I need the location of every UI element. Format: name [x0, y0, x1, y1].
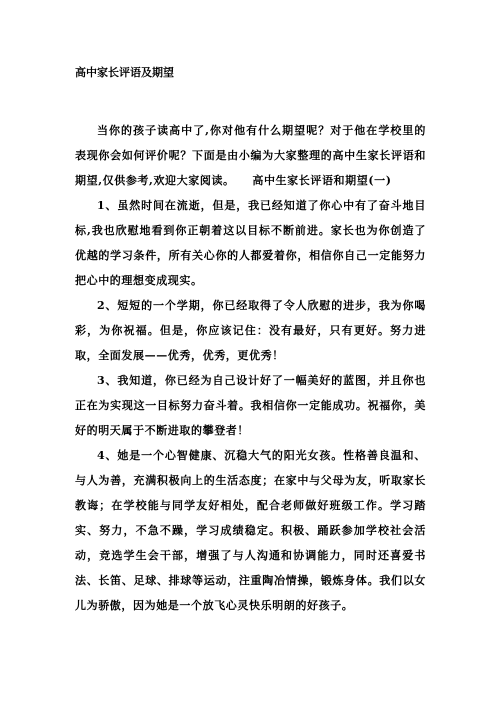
- document-body: [75, 118, 426, 618]
- comment-paragraph-3: 3、我知道，你已经为自己设计好了一幅美好的蓝图，并且你也正在为实现这一目标努力奋斗着。我相信你一定能成功。祝福你，美好的明天属于不断进取的攀登者！: [75, 374, 426, 437]
- comment-paragraph-4: 4、她是一个心智健康、沉稳大气的阳光女孩。性格善良温和、与人为善，充满积极向上的生活态度；在家中与父母为友，听取家长教诲；在学校能与同学友好相处，配合老师做好班级工作。学习踏实、努力，不急不躁，学习成绩稳定。积极、踊跃参加学校社会活动，竞选学生会干部，增强了与人沟通和协调能力，同时还喜爱书法、长笛、足球、排球等运动，注重陶冶情操，锻炼身体。我们以女儿为骄傲，因为她是一个放飞心灵快乐明朗的好孩子。: [75, 449, 426, 612]
- comment-paragraph-2: 2、短短的一个学期，你已经取得了令人欣慰的进步，我为你喝彩，为你祝福。但是，你应该记住：没有最好，只有更好。努力进取，全面发展——优秀，优秀，更优秀！: [75, 299, 426, 362]
- document-title: 高中家长评语及期望: [75, 66, 174, 79]
- comment-paragraph-1: 1、虽然时间在流逝，但是，我已经知道了你心中有了奋斗地目标,我也欣慰地看到你正朝着这以目标不断前进。家长也为你创造了优越的学习条件，所有关心你的人都爱着你，相信你自己一定能努力把心中的理想变成现实。: [75, 199, 426, 287]
- intro-paragraph: 当你的孩子读高中了,你对他有什么期望呢？对于他在学校里的表现你会如何评价呢？下面是由小编为大家整理的高中生家长评语和期望,仅供参考,欢迎大家阅读。 高中生家长评语和期望(一): [75, 124, 426, 187]
